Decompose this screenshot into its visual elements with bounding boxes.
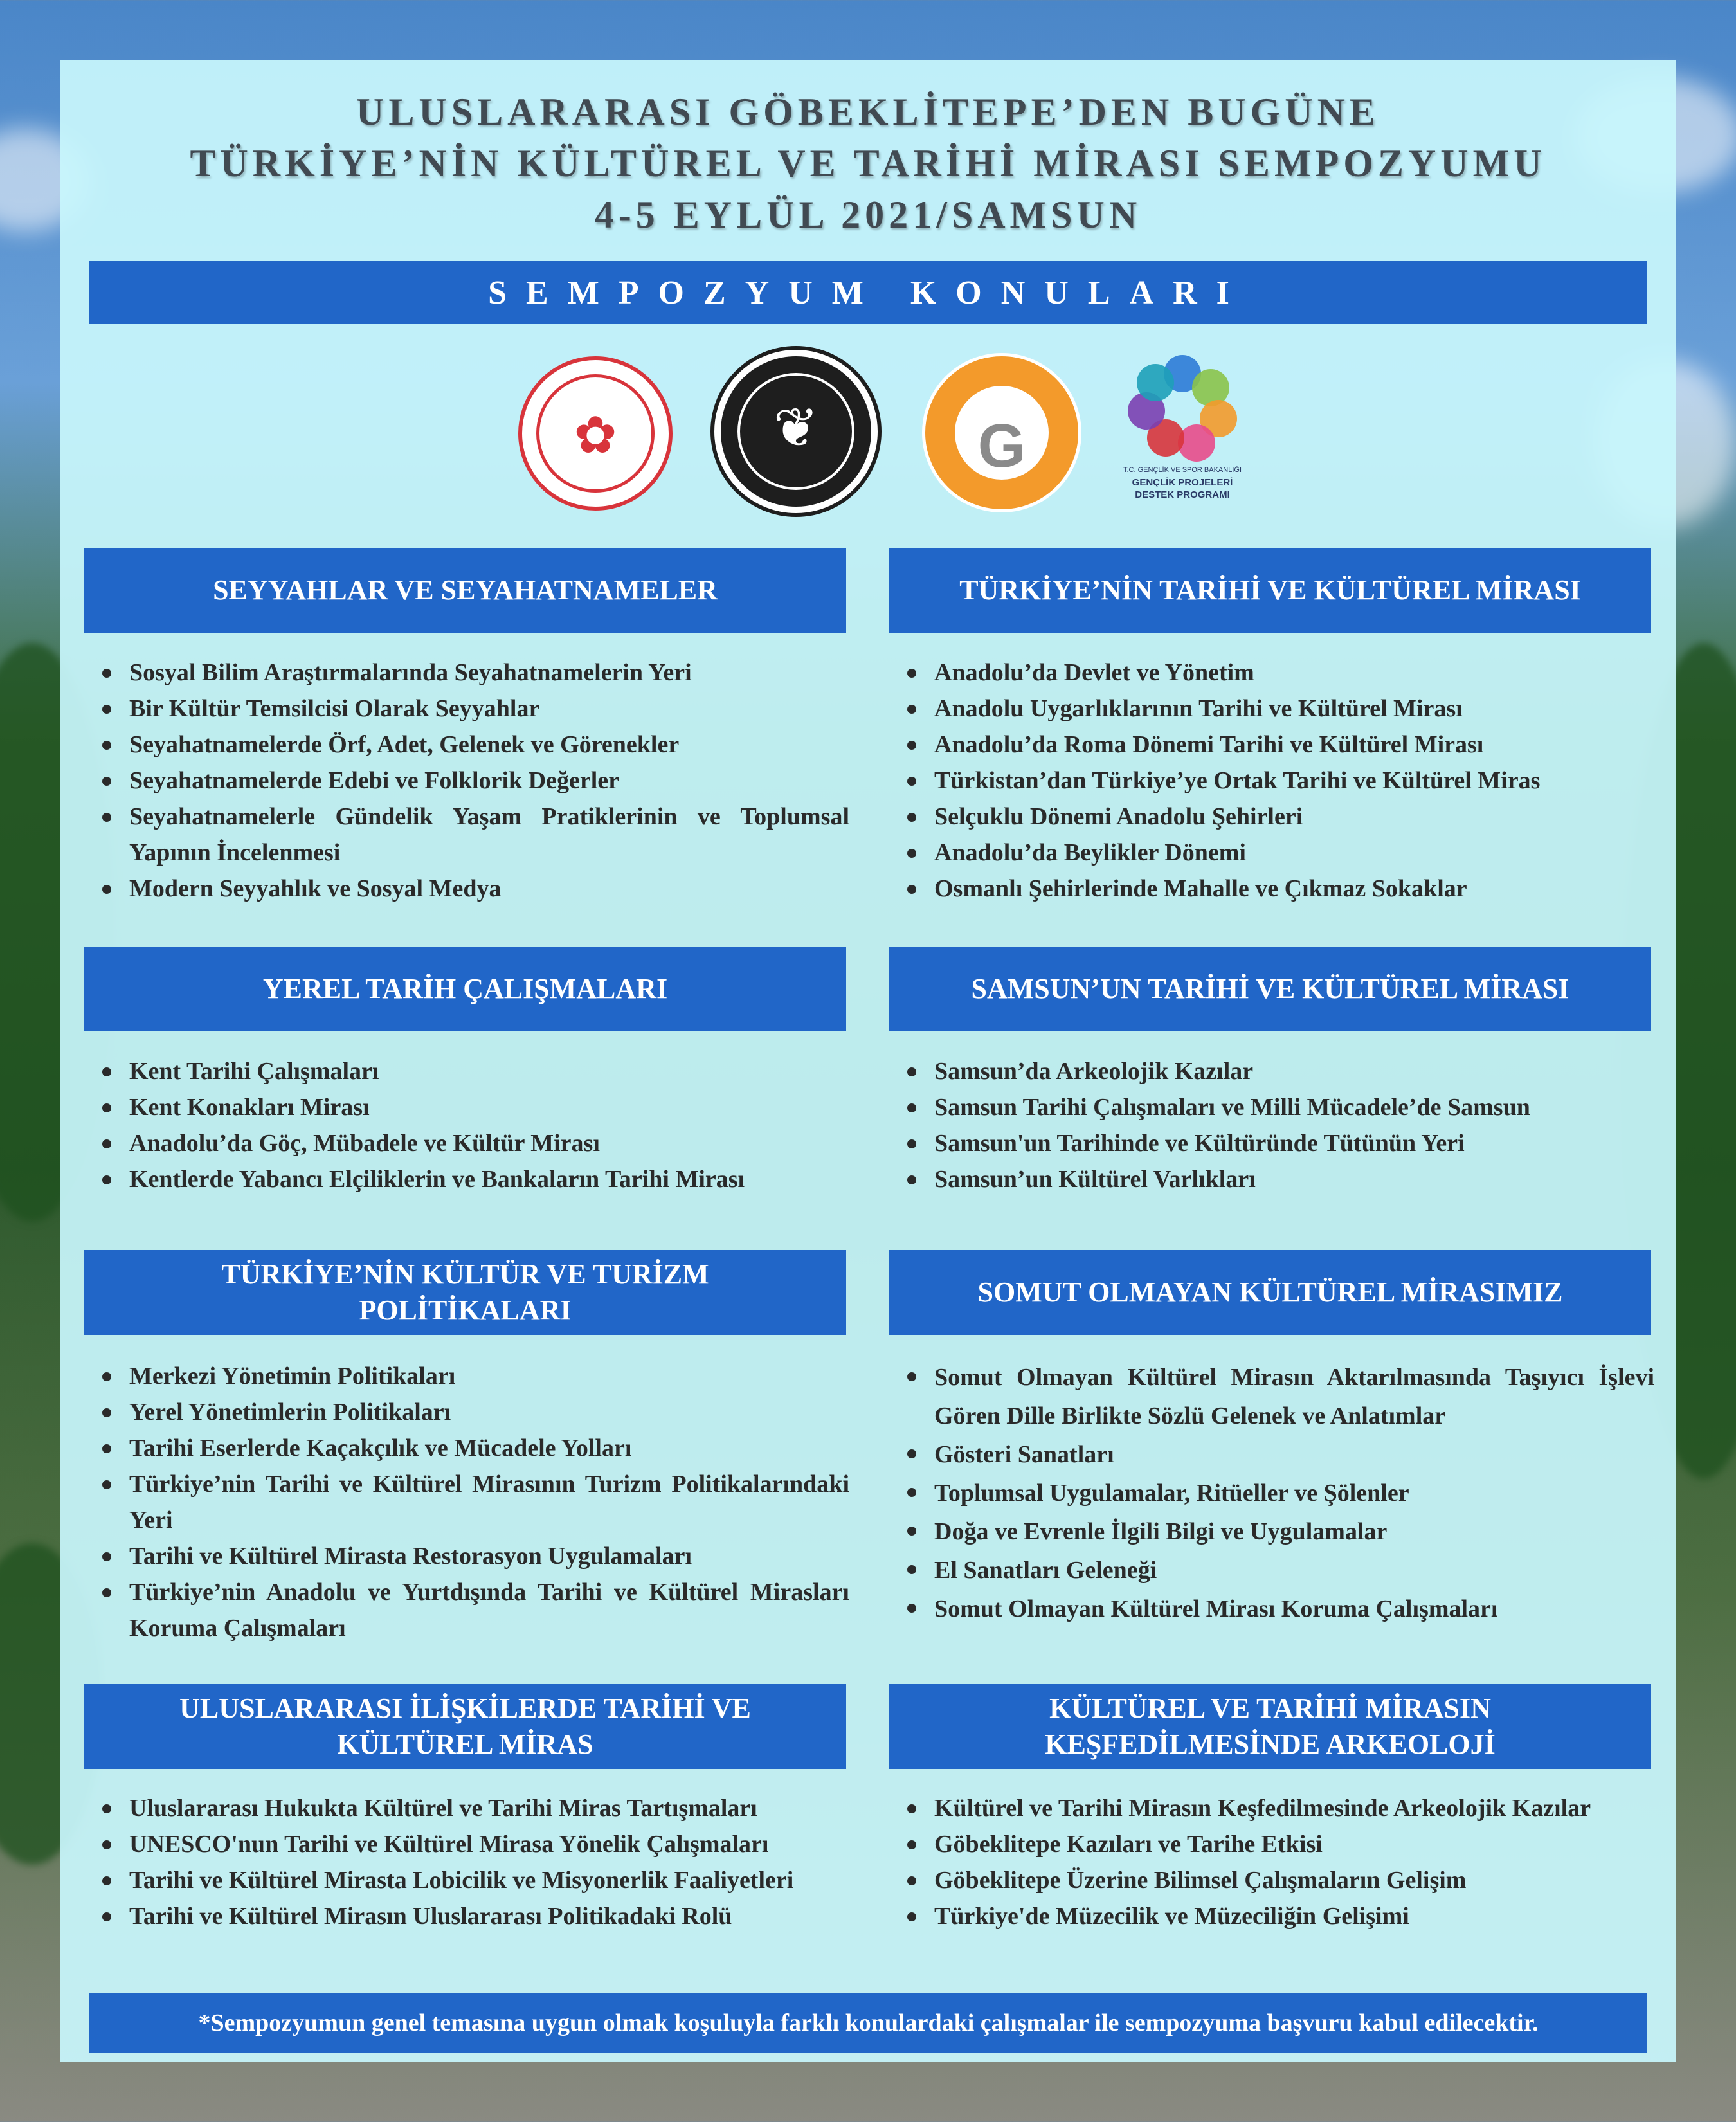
list-item: Anadolu’da Beylikler Dönemi [934,835,1654,871]
section-title-turkiye-mirasi: TÜRKİYE’NİN TARİHİ VE KÜLTÜREL MİRASI [889,548,1651,633]
list-item: Anadolu’da Devlet ve Yönetim [934,655,1654,691]
list-item: Somut Olmayan Kültürel Mirasın Aktarılmasında Taşıyıcı İşlevi Gören Dille Birlikte Sözlü Gelenek ve Anlatımlar [934,1358,1654,1435]
youth-projects-logo [1123,355,1242,516]
list-item: Modern Seyyahlık ve Sosyal Medya [129,871,849,907]
list-item: Kentlerde Yabancı Elçiliklerin ve Bankaların Tarihi Mirası [129,1161,849,1197]
list-uluslararasi [84,1790,849,1934]
section-title-yerel-tarih: YEREL TARİH ÇALIŞMALARI [84,947,846,1031]
list-seyyahlar [84,655,849,907]
title-line-2: TÜRKİYE’NİN KÜLTÜREL VE TARİHİ MİRASI SEMPOZYUMU [190,142,1546,185]
list-item: Tarihi ve Kültürel Mirasın Uluslararası Politikadaki Rolü [129,1898,849,1934]
section-title-somut-olmayan: SOMUT OLMAYAN KÜLTÜREL MİRASIMIZ [889,1250,1651,1335]
list-item: Anadolu’da Roma Dönemi Tarihi ve Kültürel Mirası [934,727,1654,763]
list-samsun [889,1053,1654,1197]
logo-ministry-line: T.C. GENÇLİK VE SPOR BAKANLIĞI [1123,466,1242,474]
list-item: Toplumsal Uygulamalar, Ritüeller ve Şölenler [934,1474,1654,1512]
topics-banner: SEMPOZYUM KONULARI [89,261,1647,324]
volunteer-seal-logo [922,353,1081,512]
list-item: Anadolu’da Göç, Mübadele ve Kültür Mirası [129,1125,849,1161]
section-title-kultur-turizm: TÜRKİYE’NİN KÜLTÜR VE TURİZM POLİTİKALARI [84,1250,846,1335]
list-item: Türkiye'de Müzecilik ve Müzeciliğin Gelişimi [934,1898,1654,1934]
logo-program-line-1: GENÇLİK PROJELERİ [1132,477,1233,488]
youth-figure-icon: ✿ [574,408,617,464]
logo-program-line-2: DESTEK PROGRAMI [1135,489,1230,500]
section-title-samsun: SAMSUN’UN TARİHİ VE KÜLTÜREL MİRASI [889,947,1651,1031]
section-title-arkeoloji: KÜLTÜREL VE TARİHİ MİRASIN KEŞFEDİLMESİNDE ARKEOLOJİ [889,1684,1651,1769]
list-item: Samsun Tarihi Çalışmaları ve Milli Mücadele’de Samsun [934,1089,1654,1125]
list-item: Samsun'un Tarihinde ve Kültüründe Tütünün Yeri [934,1125,1654,1161]
list-item: Kültürel ve Tarihi Mirasın Keşfedilmesinde Arkeolojik Kazılar [934,1790,1654,1826]
list-item: Seyahatnamelerle Gündelik Yaşam Pratiklerinin ve Toplumsal Yapının İncelenmesi [129,799,849,871]
list-item: Kent Tarihi Çalışmaları [129,1053,849,1089]
poster-panel [60,60,1676,2062]
list-item: Somut Olmayan Kültürel Mirası Koruma Çalışmaları [934,1590,1654,1628]
title-line-1: ULUSLARARASI GÖBEKLİTEPE’DEN BUGÜNE [356,91,1380,133]
list-item: Selçuklu Dönemi Anadolu Şehirleri [934,799,1654,835]
list-item: Samsun’un Kültürel Varlıkları [934,1161,1654,1197]
list-item: Türkistan’dan Türkiye’ye Ortak Tarihi ve Kültürel Miras [934,763,1654,799]
list-item: Sosyal Bilim Araştırmalarında Seyahatnamelerin Yeri [129,655,849,691]
list-item: UNESCO'nun Tarihi ve Kültürel Mirasa Yönelik Çalışmaları [129,1826,849,1862]
list-item: Kent Konakları Mirası [129,1089,849,1125]
list-item: Yerel Yönetimlerin Politikaları [129,1394,849,1430]
list-yerel-tarih [84,1053,849,1197]
list-turkiye-mirasi [889,655,1654,907]
list-item: Tarihi ve Kültürel Mirasta Restorasyon Uygulamaları [129,1538,849,1574]
g-letter-icon: G [977,412,1026,480]
list-item: Tarihi Eserlerde Kaçakçılık ve Mücadele Yolları [129,1430,849,1466]
list-somut-olmayan [889,1358,1654,1628]
ministry-seal-logo [518,356,673,511]
section-title-seyyahlar: SEYYAHLAR VE SEYAHATNAMELER [84,548,846,633]
section-title-uluslararasi: ULUSLARARASI İLİŞKİLERDE TARİHİ VE KÜLTÜREL MİRAS [84,1684,846,1769]
list-item: Seyahatnamelerde Örf, Adet, Gelenek ve Görenekler [129,727,849,763]
list-item: Osmanlı Şehirlerinde Mahalle ve Çıkmaz Sokaklar [934,871,1654,907]
list-item: Seyahatnamelerde Edebi ve Folklorik Değerler [129,763,849,799]
list-item: Göbeklitepe Üzerine Bilimsel Çalışmaların Gelişim [934,1862,1654,1898]
list-item: El Sanatları Geleneği [934,1551,1654,1590]
list-item: Türkiye’nin Anadolu ve Yurtdışında Tarihi ve Kültürel Mirasları Koruma Çalışmaları [129,1574,849,1646]
list-item: Bir Kültür Temsilcisi Olarak Seyyahlar [129,691,849,727]
list-item: Gösteri Sanatları [934,1435,1654,1474]
list-item: Uluslararası Hukukta Kültürel ve Tarihi Miras Tartışmaları [129,1790,849,1826]
list-item: Tarihi ve Kültürel Mirasta Lobicilik ve Misyonerlik Faaliyetleri [129,1862,849,1898]
list-item: Anadolu Uygarlıklarının Tarihi ve Kültürel Mirası [934,691,1654,727]
title-line-3: 4-5 EYLÜL 2021/SAMSUN [594,194,1142,236]
list-kultur-turizm [84,1358,849,1646]
list-item: Göbeklitepe Kazıları ve Tarihe Etkisi [934,1826,1654,1862]
list-item: Doğa ve Evrenle İlgili Bilgi ve Uygulamalar [934,1512,1654,1551]
institute-seal-logo [714,350,878,513]
list-item: Samsun’da Arkeolojik Kazılar [934,1053,1654,1089]
footer-note: *Sempozyumun genel temasına uygun olmak koşuluyla farklı konulardaki çalışmalar ile sempozyuma başvuru kabul edilecektir. [89,1993,1647,2053]
list-item: Türkiye’nin Tarihi ve Kültürel Mirasının Turizm Politikalarındaki Yeri [129,1466,849,1538]
torch-icon: ❦ [773,399,819,458]
list-arkeoloji [889,1790,1654,1934]
list-item: Merkezi Yönetimin Politikaları [129,1358,849,1394]
